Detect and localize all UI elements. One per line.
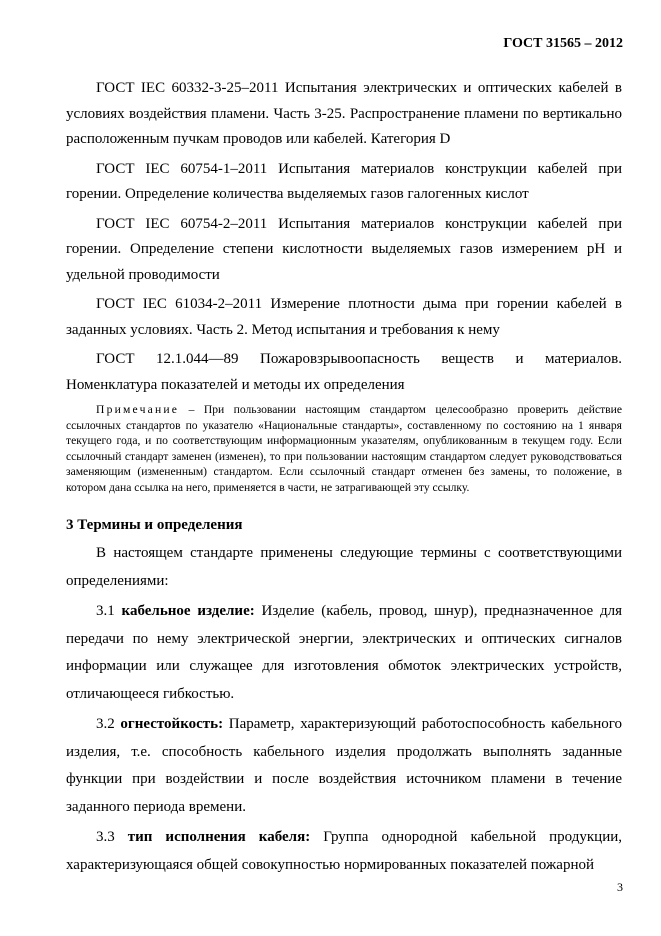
reference-entry: ГОСТ IEC 61034-2–2011 Измерение плотности дыма при горении кабелей в заданных условиях. Часть 2. Метод испытания и требования к нему: [66, 296, 622, 338]
section-intro: В настоящем стандарте применены следующие термины с соответствующими определениями:: [66, 545, 622, 589]
note-text: – При пользовании настоящим стандартом целесообразно проверить действие ссылочных стандартов по указателю «Национальные стандарты», составленному по состоянию на 1 января текущего года, и по соответствующим информационным указателям, опубликованным в текущем году. Если ссылочный стандарт заменен (изменен), то при пользовании настоящим стандартом следует руководствоваться заменяющим (измененным) стандартом. Если ссылочный стандарт отменен без замены, то положение, в котором дана ссылка на него, применяется в части, не затрагивающей эту ссылку.: [66, 403, 622, 494]
term-name: тип исполнения кабеля:: [127, 829, 311, 845]
document-id-header: ГОСТ 31565 – 2012: [503, 36, 623, 51]
term-definition: [66, 711, 622, 821]
note-label: Примечание: [96, 403, 180, 416]
term-number: 3.1: [96, 603, 115, 619]
reference-entry: ГОСТ IEC 60754-1–2011 Испытания материалов конструкции кабелей при горении. Определение количества выделяемых газов галогенных кислот: [66, 160, 622, 202]
term-name: кабельное изделие:: [121, 603, 255, 619]
page-number: 3: [617, 880, 623, 894]
term-name: огнестойкость:: [120, 716, 224, 732]
reference-entry: ГОСТ IEC 60332-3-25–2011 Испытания электрических и оптических кабелей в условиях воздействия пламени. Часть 3-25. Распространение пламени по вертикально расположенным пучкам проводов или кабелей. Категория D: [66, 80, 622, 147]
reference-entry: ГОСТ 12.1.044—89 Пожаровзрывоопасность веществ и материалов. Номенклатура показателей и методы их определения: [66, 351, 622, 393]
term-text: Группа однородной кабельной продукции, характеризующаяся общей совокупностью нормированных показателей пожарной: [66, 829, 623, 873]
section-title: 3 Термины и определения: [66, 517, 243, 533]
term-number: 3.3: [96, 829, 115, 845]
term-number: 3.2: [96, 716, 115, 732]
term-definition: [66, 598, 622, 708]
term-text: Параметр, характеризующий работоспособность кабельного изделия, т.е. способность кабельного изделия продолжать выполнять заданные функции при воздействии и после воздействия источником пламени в течение заданного периода времени.: [66, 716, 622, 815]
note-paragraph: [66, 402, 622, 495]
reference-entry: ГОСТ IEC 60754-2–2011 Испытания материалов конструкции кабелей при горении. Определение степени кислотности выделяемых газов измерением pH и удельной проводимости: [66, 215, 622, 283]
term-text: Изделие (кабель, провод, шнур), предназначенное для передачи по нему электрической энергии, электрических и оптических сигналов информации или служащее для изготовления обмоток электрических устройств, отличающееся гибкостью.: [66, 603, 622, 702]
page-content: [66, 76, 622, 882]
term-definition: [66, 824, 622, 879]
